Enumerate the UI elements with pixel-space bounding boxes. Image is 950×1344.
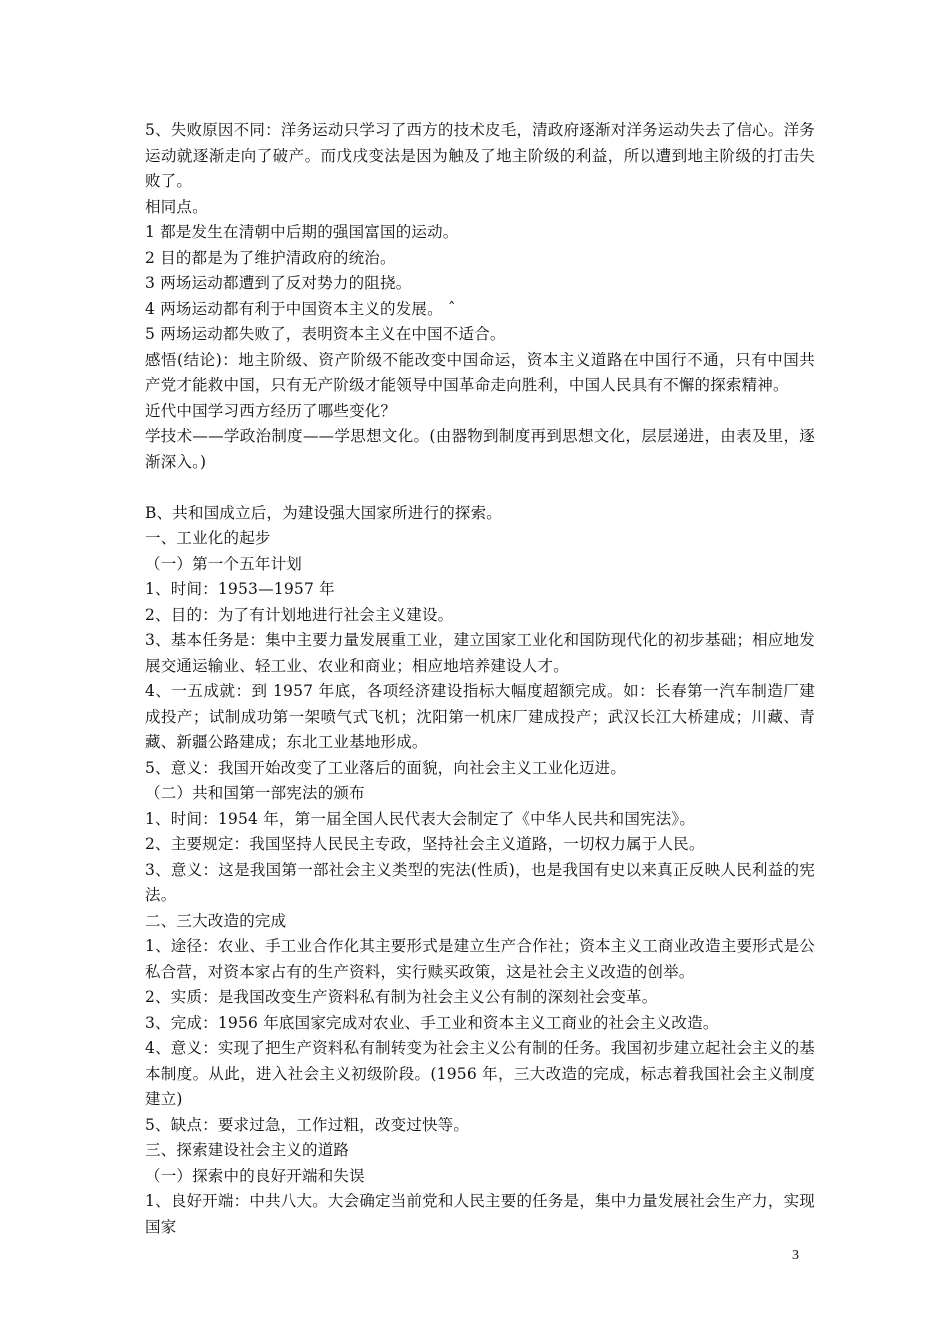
paragraph-conclusion: 感悟(结论)：地主阶级、资产阶级不能改变中国命运，资本主义道路在中国行不通，只有中国共产党才能救中国，只有无产阶级才能领导中国革命走向胜利，中国人民具有不懈的探索精神。 — [145, 350, 815, 394]
paragraph-plan-purpose: 2、目的：为了有计划地进行社会主义建设。 — [145, 605, 454, 624]
subsection-heading-good-start: （一）探索中的良好开端和失误 — [145, 1166, 365, 1185]
paragraph-plan-significance: 5、意义：我国开始改变了工业落后的面貌，向社会主义工业化迈进。 — [145, 758, 627, 777]
paragraph-similarities-heading: 相同点。 — [145, 197, 208, 216]
subsection-heading-constitution: （二）共和国第一部宪法的颁布 — [145, 784, 365, 802]
section-heading-industrialization: 一、工业化的起步 — [145, 529, 271, 547]
paragraph-eighth-congress: 1、良好开端：中共八大。大会确定当前党和人民主要的任务是，集中力量发展社会生产力，实现国家 — [145, 1192, 815, 1236]
subsection-heading-five-year-plan: （一）第一个五年计划 — [145, 554, 303, 573]
paragraph-constitution-time: 1、时间：1954 年，第一届全国人民代表大会制定了《中华人民共和国宪法》。 — [145, 809, 696, 828]
paragraph-similarity-4: 4 两场运动都有利于中国资本主义的发展。 ˆ — [145, 299, 456, 318]
page-body — [145, 118, 815, 1240]
paragraph-transformation-significance: 4、意义：实现了把生产资料私有制转变为社会主义公有制的任务。我国初步建立起社会主义的基本制度。从此，进入社会主义初级阶段。(1956 年，三大改造的完成，标志着我国社会主义制度建立) — [145, 1039, 815, 1108]
section-heading-socialist-path: 三、探索建设社会主义的道路 — [145, 1141, 350, 1159]
paragraph-question: 近代中国学习西方经历了哪些变化？ — [145, 401, 397, 420]
paragraph-transformation-approach: 1、途径：农业、手工业合作化其主要形式是建立生产合作社；资本主义工商业改造主要形式是公私合营，对资本家占有的生产资料，实行赎买政策，这是社会主义改造的创举。 — [145, 937, 815, 981]
page-number: 3 — [792, 1248, 799, 1263]
paragraph-constitution-provisions: 2、主要规定：我国坚持人民民主专政，坚持社会主义道路，一切权力属于人民。 — [145, 835, 705, 853]
paragraph-plan-tasks: 3、基本任务是：集中主要力量发展重工业，建立国家工业化和国防现代化的初步基础；相应地发展交通运输业、轻工业、农业和商业；相应地培养建设人才。 — [145, 631, 815, 675]
paragraph-similarity-3: 3 两场运动都遭到了反对势力的阻挠。 — [145, 274, 412, 292]
paragraph-similarity-1: 1 都是发生在清朝中后期的强国富国的运动。 — [145, 223, 459, 241]
paragraph-transformation-shortcomings: 5、缺点：要求过急，工作过粗，改变过快等。 — [145, 1115, 470, 1134]
section-heading-three-transformations: 二、三大改造的完成 — [145, 911, 287, 930]
paragraph-transformation-completion: 3、完成：1956 年底国家完成对农业、手工业和资本主义工商业的社会主义改造。 — [145, 1013, 719, 1032]
paragraph-similarity-2: 2 目的都是为了维护清政府的统治。 — [145, 248, 396, 267]
paragraph-transformation-essence: 2、实质：是我国改变生产资料私有制为社会主义公有制的深刻社会变革。 — [145, 988, 658, 1006]
paragraph-constitution-significance: 3、意义：这是我国第一部社会主义类型的宪法(性质)，也是我国有史以来真正反映人民利益的宪法。 — [145, 860, 815, 904]
paragraph-similarity-5: 5 两场运动都失败了，表明资本主义在中国不适合。 — [145, 325, 506, 343]
section-heading-b: B、共和国成立后，为建设强大国家所进行的探索。 — [145, 503, 502, 522]
blank-line — [145, 475, 815, 501]
paragraph-plan-achievements: 4、一五成就：到 1957 年底，各项经济建设指标大幅度超额完成。如：长春第一汽车制造厂建成投产；试制成功第一架喷气式飞机；沈阳第一机床厂建成投产；武汉长江大桥建成；川藏、青藏、新疆公路建成；东北工业基地形成。 — [145, 682, 815, 751]
paragraph-plan-time: 1、时间：1953—1957 年 — [145, 580, 335, 598]
paragraph-answer: 学技术——学政治制度——学思想文化。(由器物到制度再到思想文化，层层递进，由表及里，逐渐深入。) — [145, 427, 815, 471]
paragraph-failure-reasons: 5、失败原因不同：洋务运动只学习了西方的技术皮毛，清政府逐渐对洋务运动失去了信心。洋务运动就逐渐走向了破产。而戊戌变法是因为触及了地主阶级的利益，所以遭到地主阶级的打击失败了。 — [145, 121, 815, 190]
